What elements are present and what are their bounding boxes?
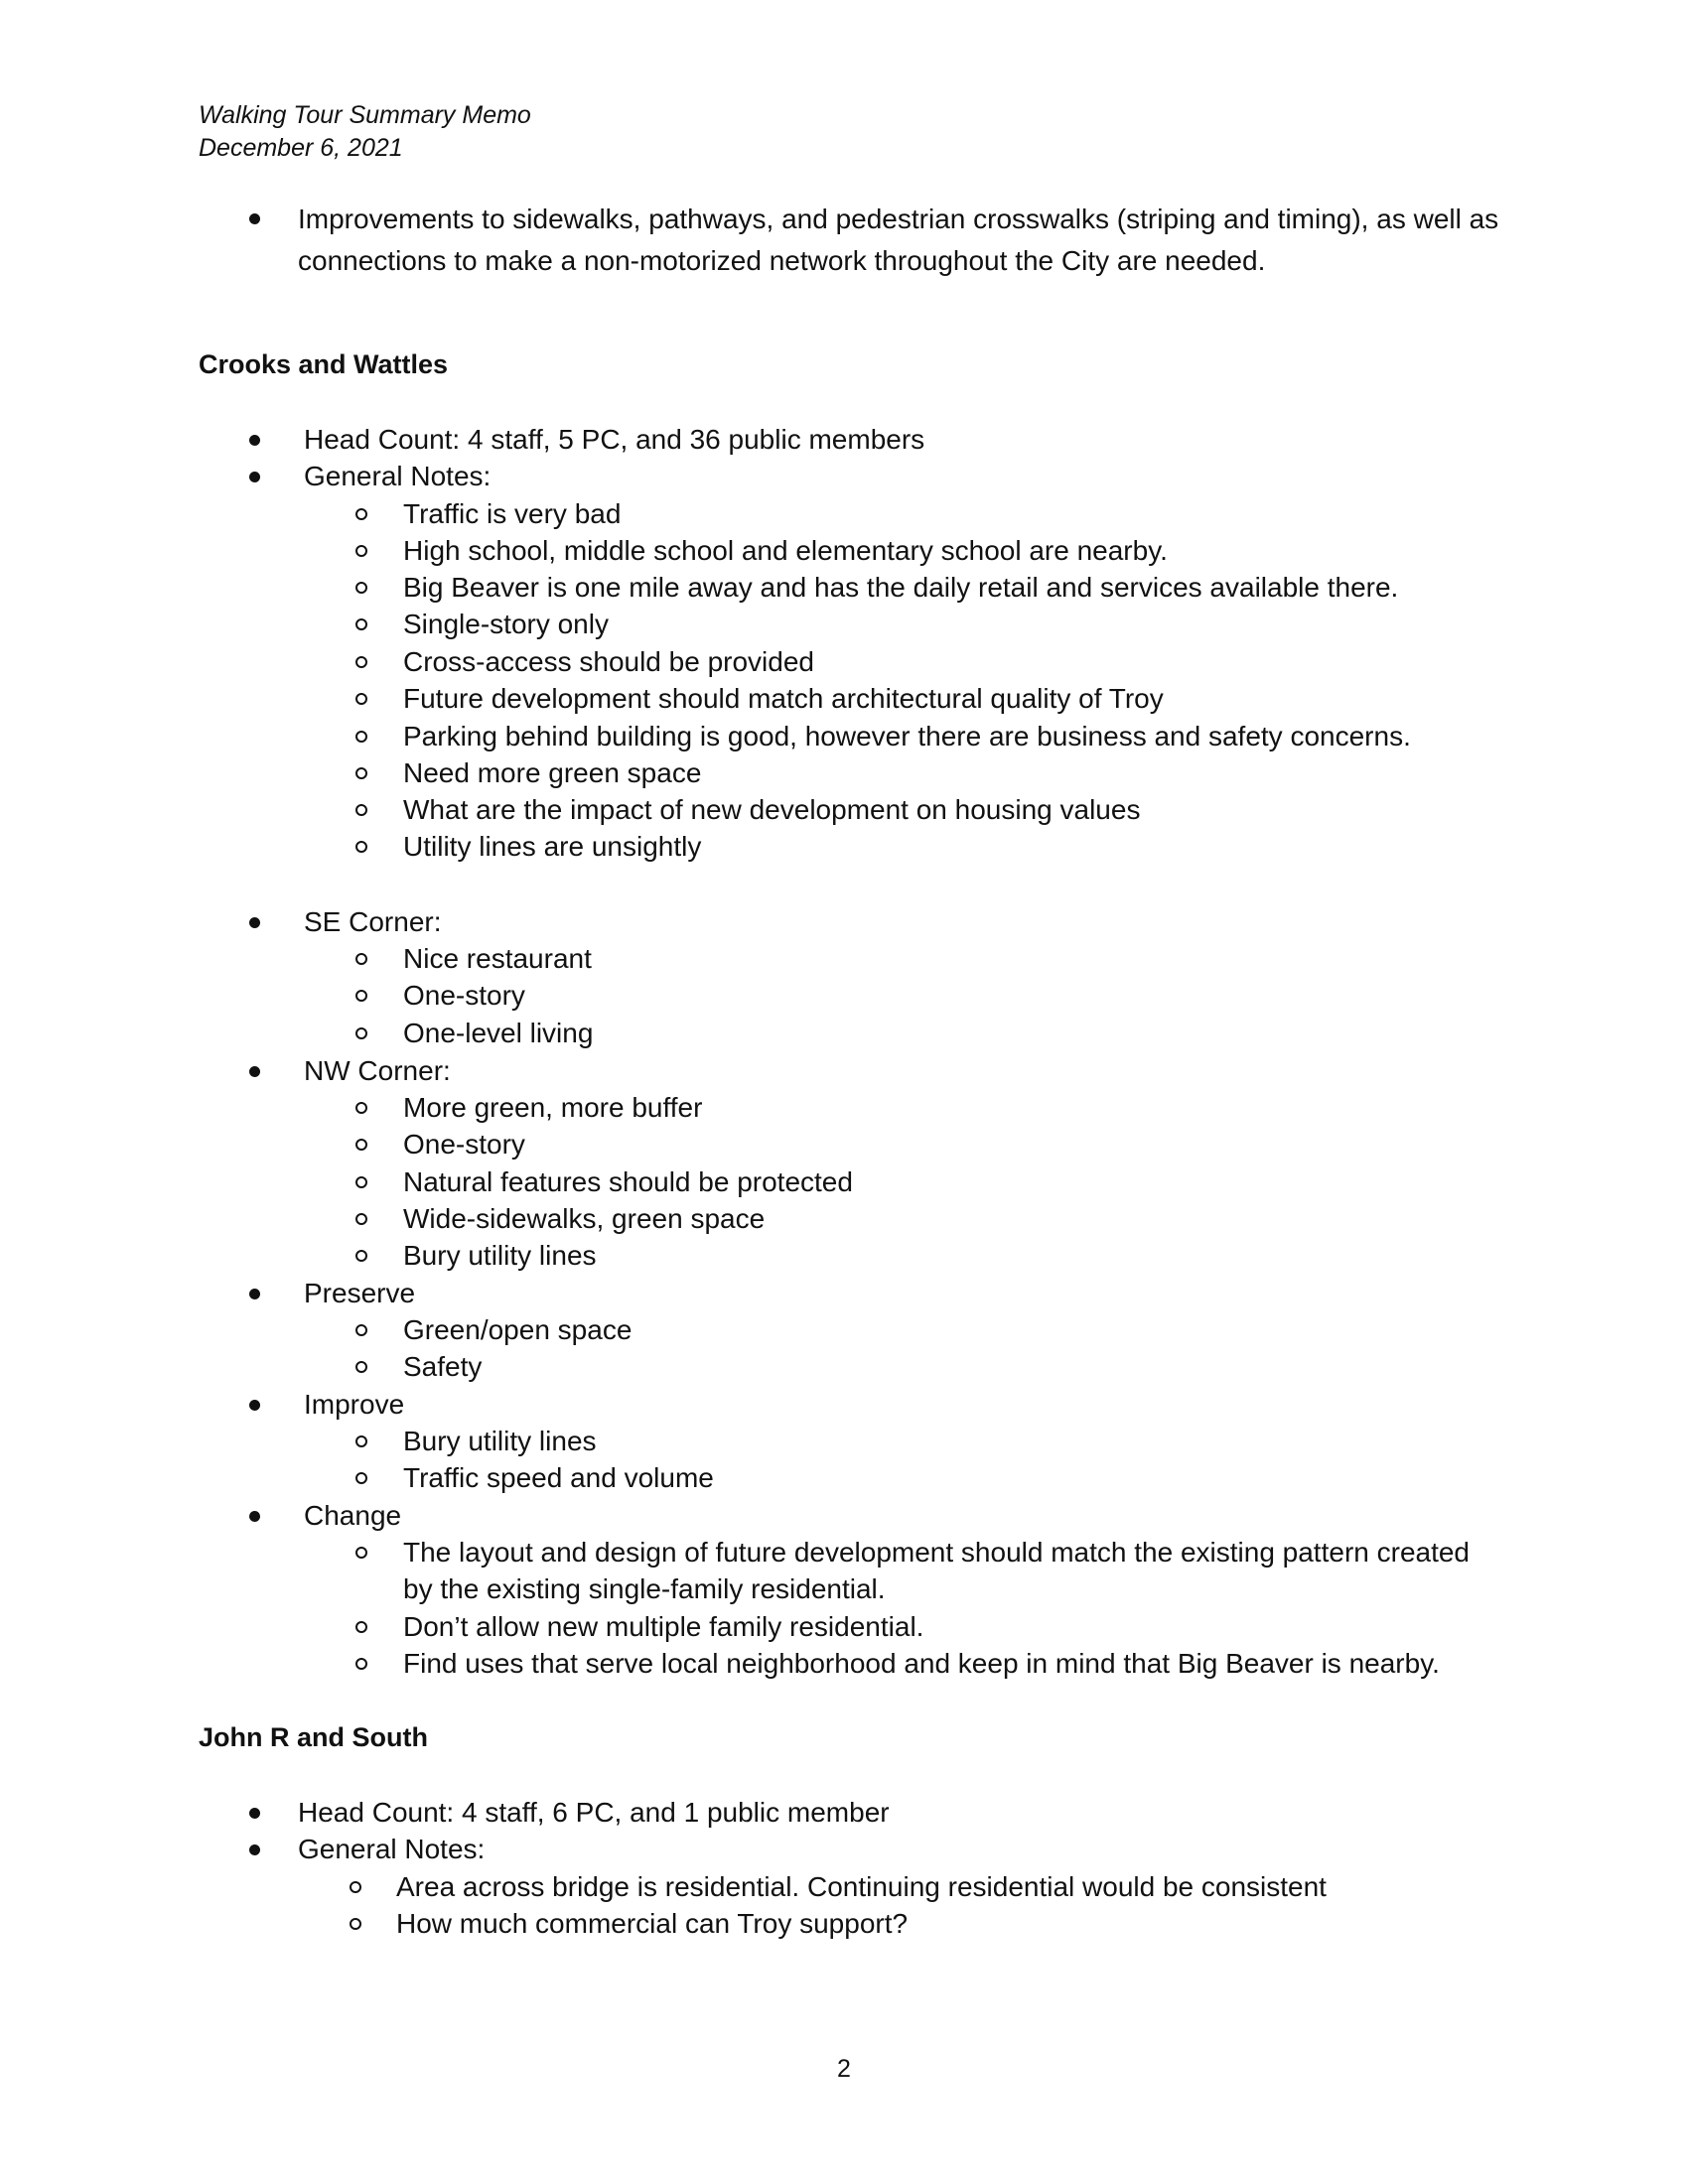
circle-bullet-icon bbox=[355, 656, 367, 668]
circle-bullet-icon bbox=[355, 618, 367, 630]
circle-bullet-icon bbox=[355, 1361, 367, 1373]
circle-bullet-icon bbox=[355, 545, 367, 557]
section-heading-crooks-wattles: Crooks and Wattles bbox=[199, 349, 449, 379]
bullet-icon bbox=[249, 1289, 260, 1299]
circle-bullet-icon bbox=[355, 1250, 367, 1262]
bullet-icon bbox=[249, 1400, 260, 1411]
circle-bullet-icon bbox=[355, 804, 367, 816]
circle-bullet-icon bbox=[355, 731, 367, 743]
circle-bullet-icon bbox=[355, 1324, 367, 1336]
bullet-icon bbox=[249, 917, 260, 928]
circle-bullet-icon bbox=[355, 508, 367, 520]
circle-bullet-icon bbox=[355, 990, 367, 1002]
circle-bullet-icon bbox=[355, 1176, 367, 1188]
circle-bullet-icon bbox=[355, 1621, 367, 1633]
memo-title: Walking Tour Summary Memo bbox=[199, 101, 531, 129]
circle-bullet-icon bbox=[355, 953, 367, 965]
section-heading-john-r-south: John R and South bbox=[199, 1722, 428, 1752]
memo-header bbox=[199, 99, 531, 165]
circle-bullet-icon bbox=[355, 1102, 367, 1114]
circle-bullet-icon bbox=[355, 767, 367, 779]
circle-bullet-icon bbox=[355, 1027, 367, 1039]
circle-bullet-icon bbox=[355, 1658, 367, 1670]
document-page: Walking Tour Summary Memo December 6, 2021 Improvements to sidewalks, pathways, and pedestrian crosswalks (striping and timing), as well as connections to make a non-motorized network throughout the City are needed. Crooks and Wattles Head Count: 4 staff, 5 PC, and 36 public members General Notes: Traffic is very bad High school, middle school and elementary school are nearby. Big Beaver is one mile away and has the daily retail and services available there. Single-story only Cross-access should be provided Future development should match architectural quality of Troy Parking behind building is good, however there are business and safety concerns. Need more green space What are the impact of new development on housing values Utility lines are unsightly SE Corner: Nice restaurant One-story One-level living NW Corner: More green, more buffer One-story Natural features should be protected Wide-sidewalks, green space Bury utility lines Preserve Green/open space Safety Improve Bury utility lines Traffic speed and volume Change The layout and design of future development should match the existing pattern created by the existing single-family residential. Don’t allow new multiple family residential. Find uses that serve local neighborhood and keep in mind that Big Beaver is nearby. John R and South Head Count: 4 staff, 6 PC, and 1 public member General Notes: Area across bridge is residential. Continuing residential would be consistent How much commercial can Troy support? 2 bbox=[0, 0, 1688, 2184]
intro-bullet-text: Improvements to sidewalks, pathways, and pedestrian crosswalks (striping and timing), as well as connections to make a non-motorized network throughout the City are needed. bbox=[298, 204, 1499, 276]
circle-bullet-icon bbox=[355, 1213, 367, 1225]
bullet-icon bbox=[249, 1808, 260, 1819]
circle-bullet-icon bbox=[355, 1472, 367, 1484]
circle-bullet-icon bbox=[355, 841, 367, 853]
bullet-icon bbox=[249, 1511, 260, 1522]
circle-bullet-icon bbox=[355, 693, 367, 705]
circle-bullet-icon bbox=[350, 1881, 361, 1893]
circle-bullet-icon bbox=[355, 1547, 367, 1559]
circle-bullet-icon bbox=[355, 1139, 367, 1151]
circle-bullet-icon bbox=[355, 1435, 367, 1447]
bullet-icon bbox=[249, 1066, 260, 1077]
memo-date: December 6, 2021 bbox=[199, 134, 403, 162]
bullet-icon bbox=[249, 435, 260, 446]
bullet-icon bbox=[249, 1844, 260, 1855]
circle-bullet-icon bbox=[350, 1918, 361, 1930]
bullet-icon bbox=[249, 213, 260, 224]
circle-bullet-icon bbox=[355, 582, 367, 594]
bullet-icon bbox=[249, 472, 260, 482]
page-number: 2 bbox=[837, 2055, 851, 2083]
